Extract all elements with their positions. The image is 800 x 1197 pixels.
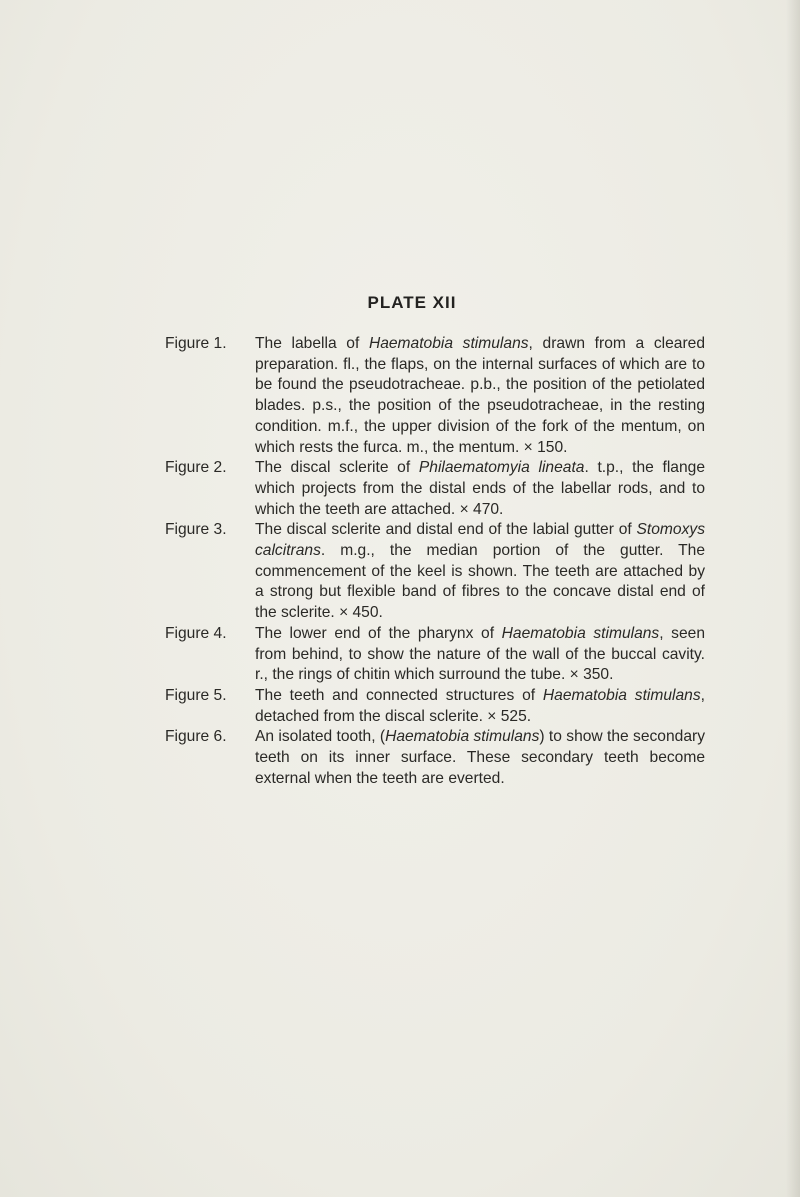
caption-text: The teeth and connected structures of — [255, 686, 543, 704]
species-name: Philaematomyia lineata — [418, 459, 585, 477]
species-name: Haematobia stimulans — [368, 335, 529, 352]
figure-caption-6 — [165, 727, 705, 789]
figure-description — [255, 686, 705, 727]
figure-caption-1 — [165, 334, 705, 458]
figure-caption-4 — [165, 624, 705, 686]
caption-text: , detached from the discal sclerite. × 525. — [255, 686, 705, 725]
caption-text: The discal sclerite and distal end of the labial gutter of — [255, 521, 637, 539]
figure-label: Figure 1. — [165, 335, 227, 352]
figure-label: Figure 4. — [165, 624, 227, 642]
figure-label: Figure 5. — [165, 686, 227, 704]
figure-label: Figure 3. — [165, 521, 227, 539]
caption-text: ) to show the secondary teeth on its inner surface. These secondary teeth become external when the teeth are everted. — [255, 728, 705, 787]
figure-caption-2 — [165, 458, 705, 520]
figure-description — [255, 727, 705, 789]
figure-label: Figure 6. — [165, 728, 227, 746]
caption-text: The labella of — [255, 335, 369, 352]
species-name: Haematobia stimulans — [542, 686, 701, 704]
figure-description — [255, 520, 705, 624]
figure-label: Figure 2. — [165, 459, 227, 477]
plate-title: PLATE XII — [367, 293, 457, 312]
species-name: Haematobia stimulans — [385, 728, 540, 746]
page-edge-shadow — [786, 0, 800, 1197]
caption-text: . m.g., the median portion of the gutter. The commencement of the keel is shown. The teeth are attached by a strong but flexible band of fibres to the concave distal end of the sclerite. × 450. — [255, 542, 705, 622]
caption-text: , drawn from a cleared preparation. fl., the flaps, on the internal surfaces of which are to be found the pseudotracheae. p.b., the position of the petiolated blades. p.s., the position of the pseudotracheae, in the resting condition. m.f., the upper division of the fork of the mentum, on which rests the furca. m., the mentum. × 150. — [255, 335, 705, 456]
figure-description — [255, 458, 705, 520]
caption-text: An isolated tooth, ( — [255, 728, 386, 746]
caption-text: The discal sclerite of — [255, 459, 419, 477]
figure-description — [255, 624, 705, 686]
species-name: Stomoxys calcitrans — [255, 521, 705, 560]
caption-text: , seen from behind, to show the nature of the wall of the buccal cavity. r., the rings of chitin which surround the tube. × 350. — [255, 624, 706, 684]
figure-caption-3 — [165, 520, 705, 624]
figure-caption-5 — [165, 686, 705, 727]
caption-text: The lower end of the pharynx of — [255, 624, 502, 642]
figure-description — [255, 334, 705, 458]
caption-text: . t.p., the flange which projects from the distal ends of the labellar rods, and to which the teeth are attached. × 470. — [255, 459, 705, 518]
figure-captions — [165, 334, 705, 789]
species-name: Haematobia stimulans — [501, 624, 660, 642]
